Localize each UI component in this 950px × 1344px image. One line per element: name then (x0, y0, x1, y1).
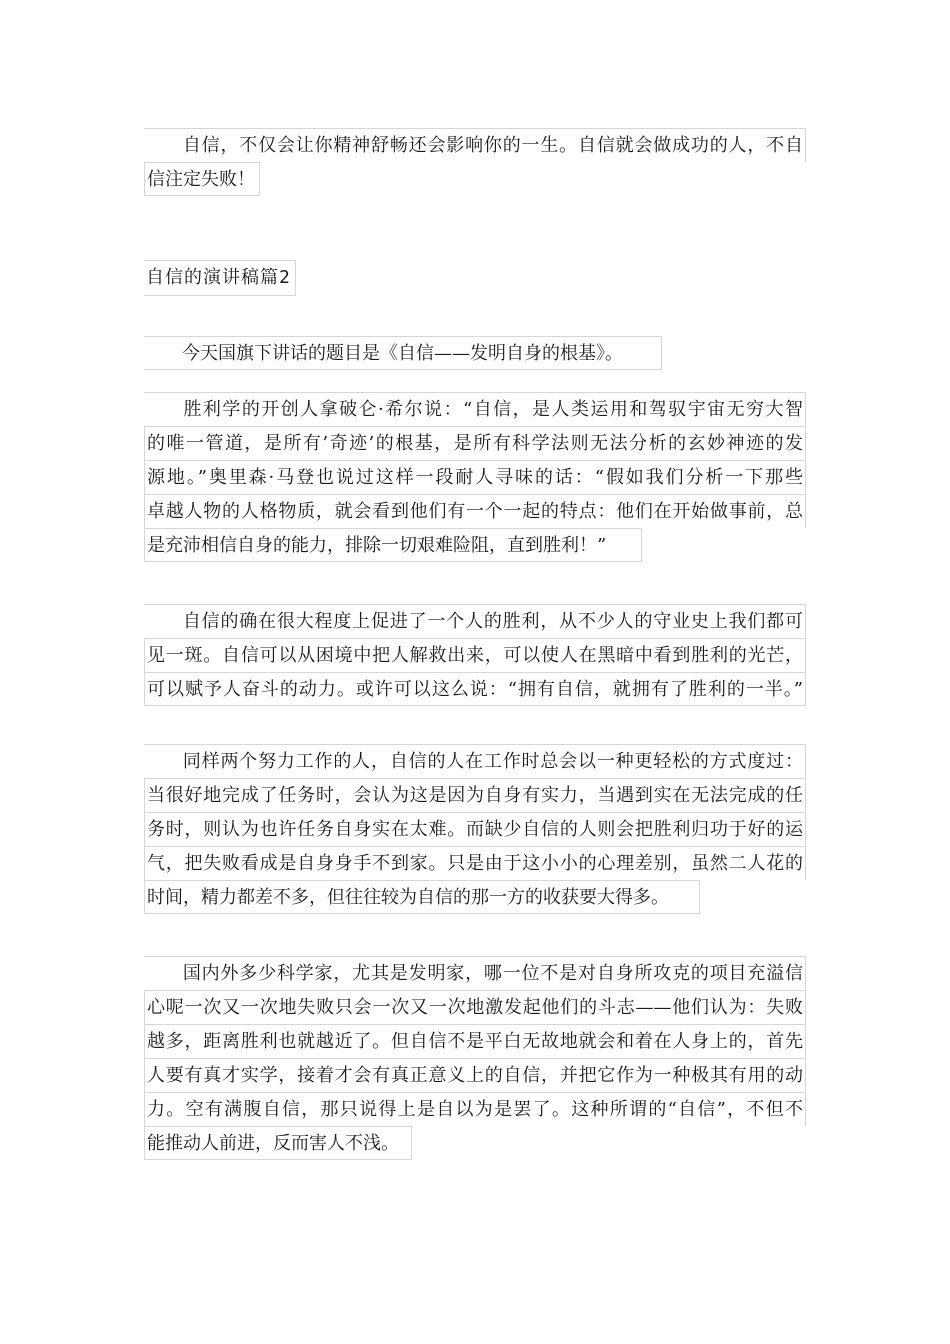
text-line: 国内外多少科学家，尤其是发明家，哪一位不是对自身所攻克的项目充溢信 (144, 956, 806, 990)
text-line: 同样两个努力工作的人，自信的人在工作时总会以一种更轻松的方式度过： (144, 744, 806, 778)
text-line: 自信的确在很大程度上促进了一个人的胜利，从不少人的守业史上我们都可 (144, 604, 806, 638)
text-line: 能推动人前进，反而害人不浅。 (144, 1126, 412, 1160)
text-line: 越多，距离胜利也就越近了。但自信不是平白无故地就会和着在人身上的，首先 (144, 1024, 806, 1058)
text-line: 务时，则认为也许任务自身实在太难。而缺少自信的人则会把胜利归功于好的运 (144, 812, 806, 846)
text-line: 自信，不仅会让你精神舒畅还会影响你的一生。自信就会做成功的人，不自 (144, 128, 806, 162)
paragraph-intro-closing (144, 128, 806, 196)
text-line: 当很好地完成了任务时，会认为这是因为自身有实力，当遇到实在无法完成的任 (144, 778, 806, 812)
text-line: 是充沛相信自身的能力，排除一切艰难险阻，直到胜利！” (144, 528, 642, 562)
text-line: 力。空有满腹自信，那只说得上是自以为是罢了。这种所谓的“自信”，不但不 (144, 1092, 806, 1126)
text-line: 心呢一次又一次地失败只会一次又一次地激发起他们的斗志——他们认为：失败 (144, 990, 806, 1024)
text-line: 胜利学的开创人拿破仑·希尔说：“自信，是人类运用和驾驭宇宙无穷大智 (144, 392, 806, 426)
text-line: 卓越人物的人格物质，就会看到他们有一个一起的特点：他们在开始做事前，总 (144, 494, 806, 528)
paragraph-scientists (144, 956, 806, 1160)
paragraph-two-workers (144, 744, 806, 914)
text-line: 见一斑。自信可以从困境中把人解救出来，可以使人在黑暗中看到胜利的光芒， (144, 638, 806, 672)
paragraph-confidence-success (144, 604, 806, 706)
text-line: 人要有真才实学，接着才会有真正意义上的自信，并把它作为一种极其有用的动 (144, 1058, 806, 1092)
text-line: 的唯一管道，是所有’奇迹’的根基，是所有科学法则无法分析的玄妙神迹的发 (144, 426, 806, 460)
text-line: 气，把失败看成是自身身手不到家。只是由于这小小的心理差别，虽然二人花的 (144, 846, 806, 880)
text-line: 可以赋予人奋斗的动力。或许可以这么说：“拥有自信，就拥有了胜利的一半。” (144, 672, 806, 706)
text-line: 源地。”奥里森·马登也说过这样一段耐人寻味的话：“假如我们分析一下那些 (144, 460, 806, 494)
section-heading: 自信的演讲稿篇2 (144, 260, 296, 296)
paragraph-speech-topic (144, 336, 806, 370)
text-line: 今天国旗下讲话的题目是《自信——发明自身的根基》。 (144, 336, 662, 370)
text-line: 信注定失败！ (144, 162, 260, 196)
paragraph-hill-quote (144, 392, 806, 562)
text-line: 时间，精力都差不多，但往往较为自信的那一方的收获要大得多。 (144, 880, 700, 914)
